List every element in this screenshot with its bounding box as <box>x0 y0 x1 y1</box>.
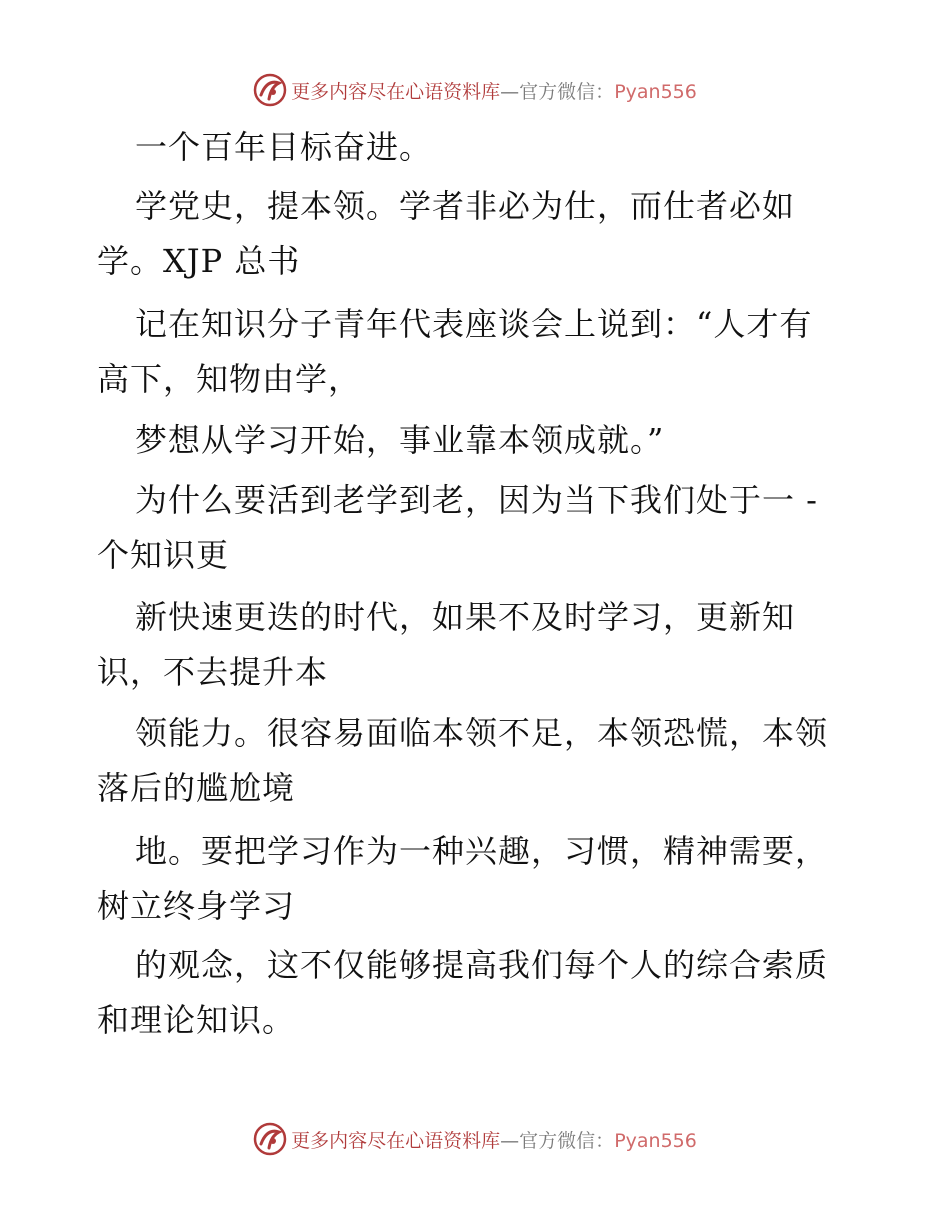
body-line: 新快速更迭的时代，如果不及时学习，更新知 <box>135 598 796 636</box>
body-line: 记在知识分子青年代表座谈会上说到：“人才有 <box>135 305 813 343</box>
body-line: 梦想从学习开始，事业靠本领成就。” <box>135 421 665 459</box>
body-line: 学党史，提本领。学者非必为仕，而仕者必如 <box>135 187 796 225</box>
body-line: 和理论知识。 <box>97 1001 296 1039</box>
body-line: 个知识更 <box>97 536 230 574</box>
footer-separator: — <box>500 1129 520 1152</box>
footer-wechat-id: Pyan556 <box>614 1129 697 1152</box>
logo-swirl-icon <box>253 1122 287 1156</box>
footer-banner-title: 更多内容尽在心语资料库 <box>291 1129 501 1152</box>
body-line: 地。要把学习作为一种兴趣，习惯，精神需要， <box>135 832 829 870</box>
header-wechat-label: 官方微信： <box>519 80 615 103</box>
body-line: 树立终身学习 <box>97 887 296 925</box>
header-separator: — <box>500 80 520 103</box>
body-line: 的观念，这不仅能够提高我们每个人的综合索质 <box>135 946 829 984</box>
body-line: 领能力。很容易面临本领不足，本领恐慌，本领 <box>135 714 829 752</box>
body-line: 学。XJP 总书 <box>97 242 301 280</box>
footer-banner <box>0 1119 950 1159</box>
body-line: 高下，知物由学， <box>97 360 362 398</box>
body-line: 一个百年目标奋进。 <box>135 128 433 166</box>
header-banner-title: 更多内容尽在心语资料库 <box>291 80 501 103</box>
footer-text <box>291 1126 697 1153</box>
header-wechat-id: Pyan556 <box>614 80 697 103</box>
footer-wechat-label: 官方微信： <box>519 1129 615 1152</box>
body-line: 为什么要活到老学到老，因为当下我们处于一 - <box>135 481 818 519</box>
body-line: 落后的尴尬境 <box>97 769 296 807</box>
body-line: 识，不去提升本 <box>97 653 329 691</box>
